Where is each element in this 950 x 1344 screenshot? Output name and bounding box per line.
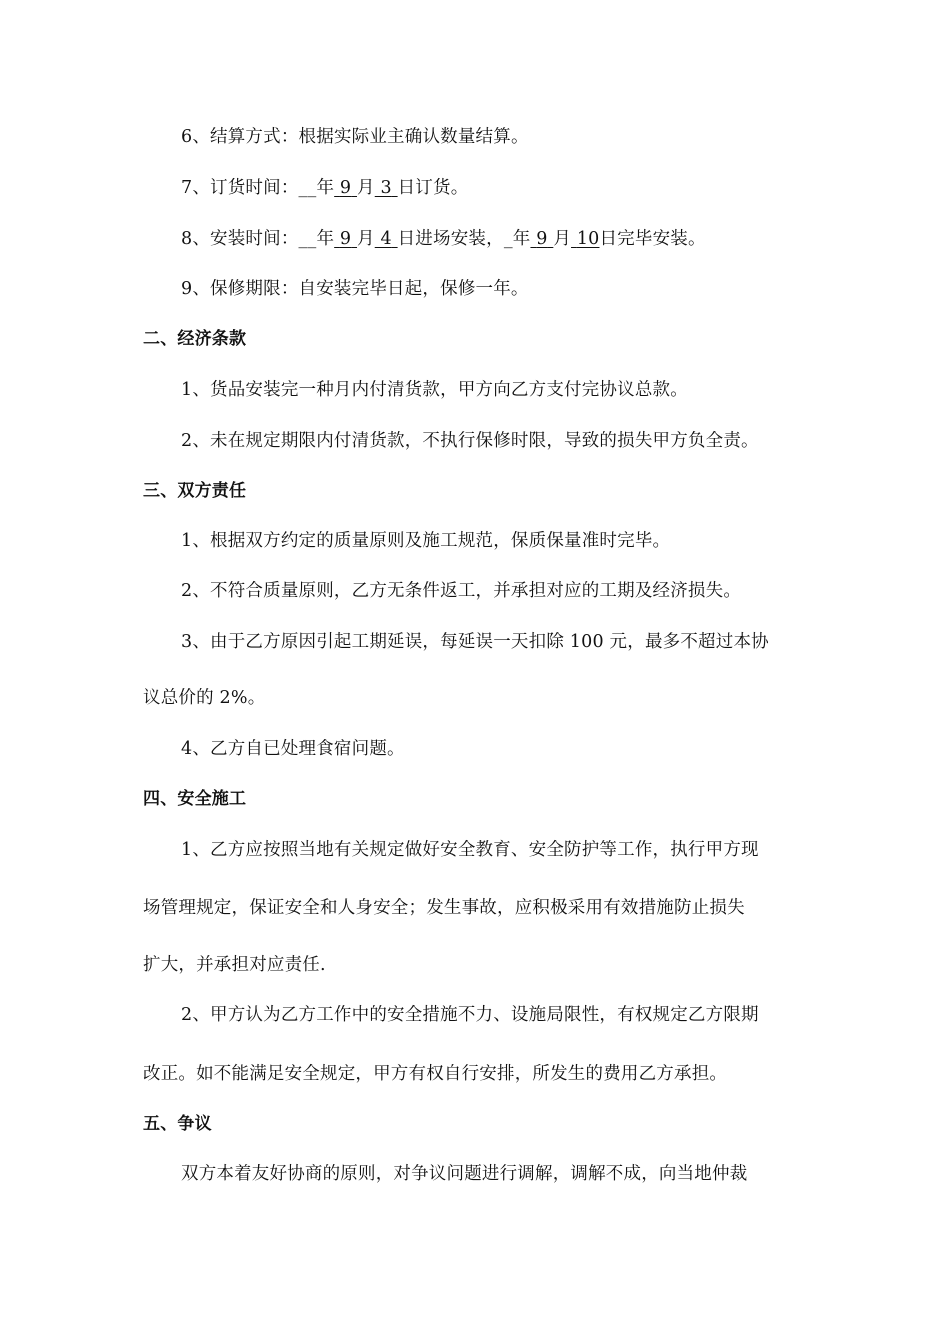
responsibility-item-1: 1、根据双方约定的质量原则及施工规范，保质保量准时完毕。	[181, 531, 671, 551]
responsibility-item-4: 4、乙方自已处理食宿问题。	[181, 739, 405, 759]
install-time-mid: 日进场安装，	[397, 229, 504, 249]
settlement-line	[181, 125, 807, 149]
section-heading-responsibility: 三、双方责任	[143, 481, 247, 501]
safety-item-2-cont: 改正。如不能满足安全规定，甲方有权自行安排，所发生的费用乙方承担。	[143, 1064, 728, 1084]
warranty-line: 9、保修期限：自安装完毕日起，保修一年。	[181, 279, 529, 299]
order-time-line	[181, 176, 807, 200]
order-time-month	[334, 178, 357, 198]
safety-item-2: 2、甲方认为乙方工作中的安全措施不力、设施局限性，有权规定乙方限期	[181, 1005, 759, 1025]
install-time-month2	[530, 229, 553, 249]
order-time-prefix: 7、订货时间：	[181, 178, 299, 198]
section-heading-dispute: 五、争议	[143, 1114, 212, 1134]
install-time-prefix: 8、安装时间：	[181, 229, 299, 249]
settlement-text: 根据实际业主确认数量结算。	[298, 127, 529, 147]
safety-item-1-cont-1: 场管理规定，保证安全和人身安全；发生事故，应积极采用有效措施防止损失	[143, 898, 745, 918]
order-time-month-value: 9	[339, 178, 352, 198]
section-heading-safety: 四、安全施工	[143, 789, 247, 809]
safety-item-1: 1、乙方应按照当地有关规定做好安全教育、安全防护等工作，执行甲方现	[181, 840, 759, 860]
install-time-suffix: 日完毕安装。	[599, 229, 706, 249]
order-time-day	[375, 178, 398, 198]
install-time-day1-value: 4	[380, 229, 392, 249]
section-heading-economic: 二、经济条款	[143, 329, 247, 349]
install-time-blank-year1: __	[298, 229, 317, 249]
economic-item-1: 1、货品安装完一种月内付清货款，甲方向乙方支付完协议总款。	[181, 380, 688, 400]
order-time-suffix: 日订货。	[397, 178, 469, 198]
responsibility-item-3: 3、由于乙方原因引起工期延误，每延误一天扣除 100 元，最多不超过本协	[181, 632, 769, 652]
settlement-label: 6、结算方式：	[181, 127, 299, 147]
order-time-day-value: 3	[380, 178, 392, 198]
install-time-month-unit2: 月	[553, 229, 572, 249]
install-time-month2-value: 9	[536, 229, 548, 249]
install-time-line	[181, 227, 807, 251]
safety-item-1-cont-2: 扩大，并承担对应责任.	[143, 955, 326, 975]
install-time-day2-value: 10	[576, 229, 600, 249]
install-time-year-unit1: 年	[316, 229, 335, 249]
install-time-day2	[571, 229, 599, 249]
order-time-year-unit: 年	[316, 178, 335, 198]
install-time-month1	[334, 229, 357, 249]
order-time-month-unit: 月	[357, 178, 375, 198]
install-time-month-unit1: 月	[357, 229, 375, 249]
dispute-item-1: 双方本着友好协商的原则，对争议问题进行调解，调解不成，向当地仲裁	[181, 1164, 748, 1184]
install-time-year-unit2: 年	[512, 229, 531, 249]
install-time-blank-year2: _	[503, 229, 513, 249]
responsibility-item-2: 2、不符合质量原则，乙方无条件返工，并承担对应的工期及经济损失。	[181, 581, 742, 601]
responsibility-item-3-cont: 议总价的 2%。	[143, 688, 266, 708]
order-time-blank-year: __	[298, 178, 317, 198]
install-time-month1-value: 9	[339, 229, 352, 249]
economic-item-2: 2、未在规定期限内付清货款，不执行保修时限，导致的损失甲方负全责。	[181, 431, 759, 451]
install-time-day1	[375, 229, 398, 249]
